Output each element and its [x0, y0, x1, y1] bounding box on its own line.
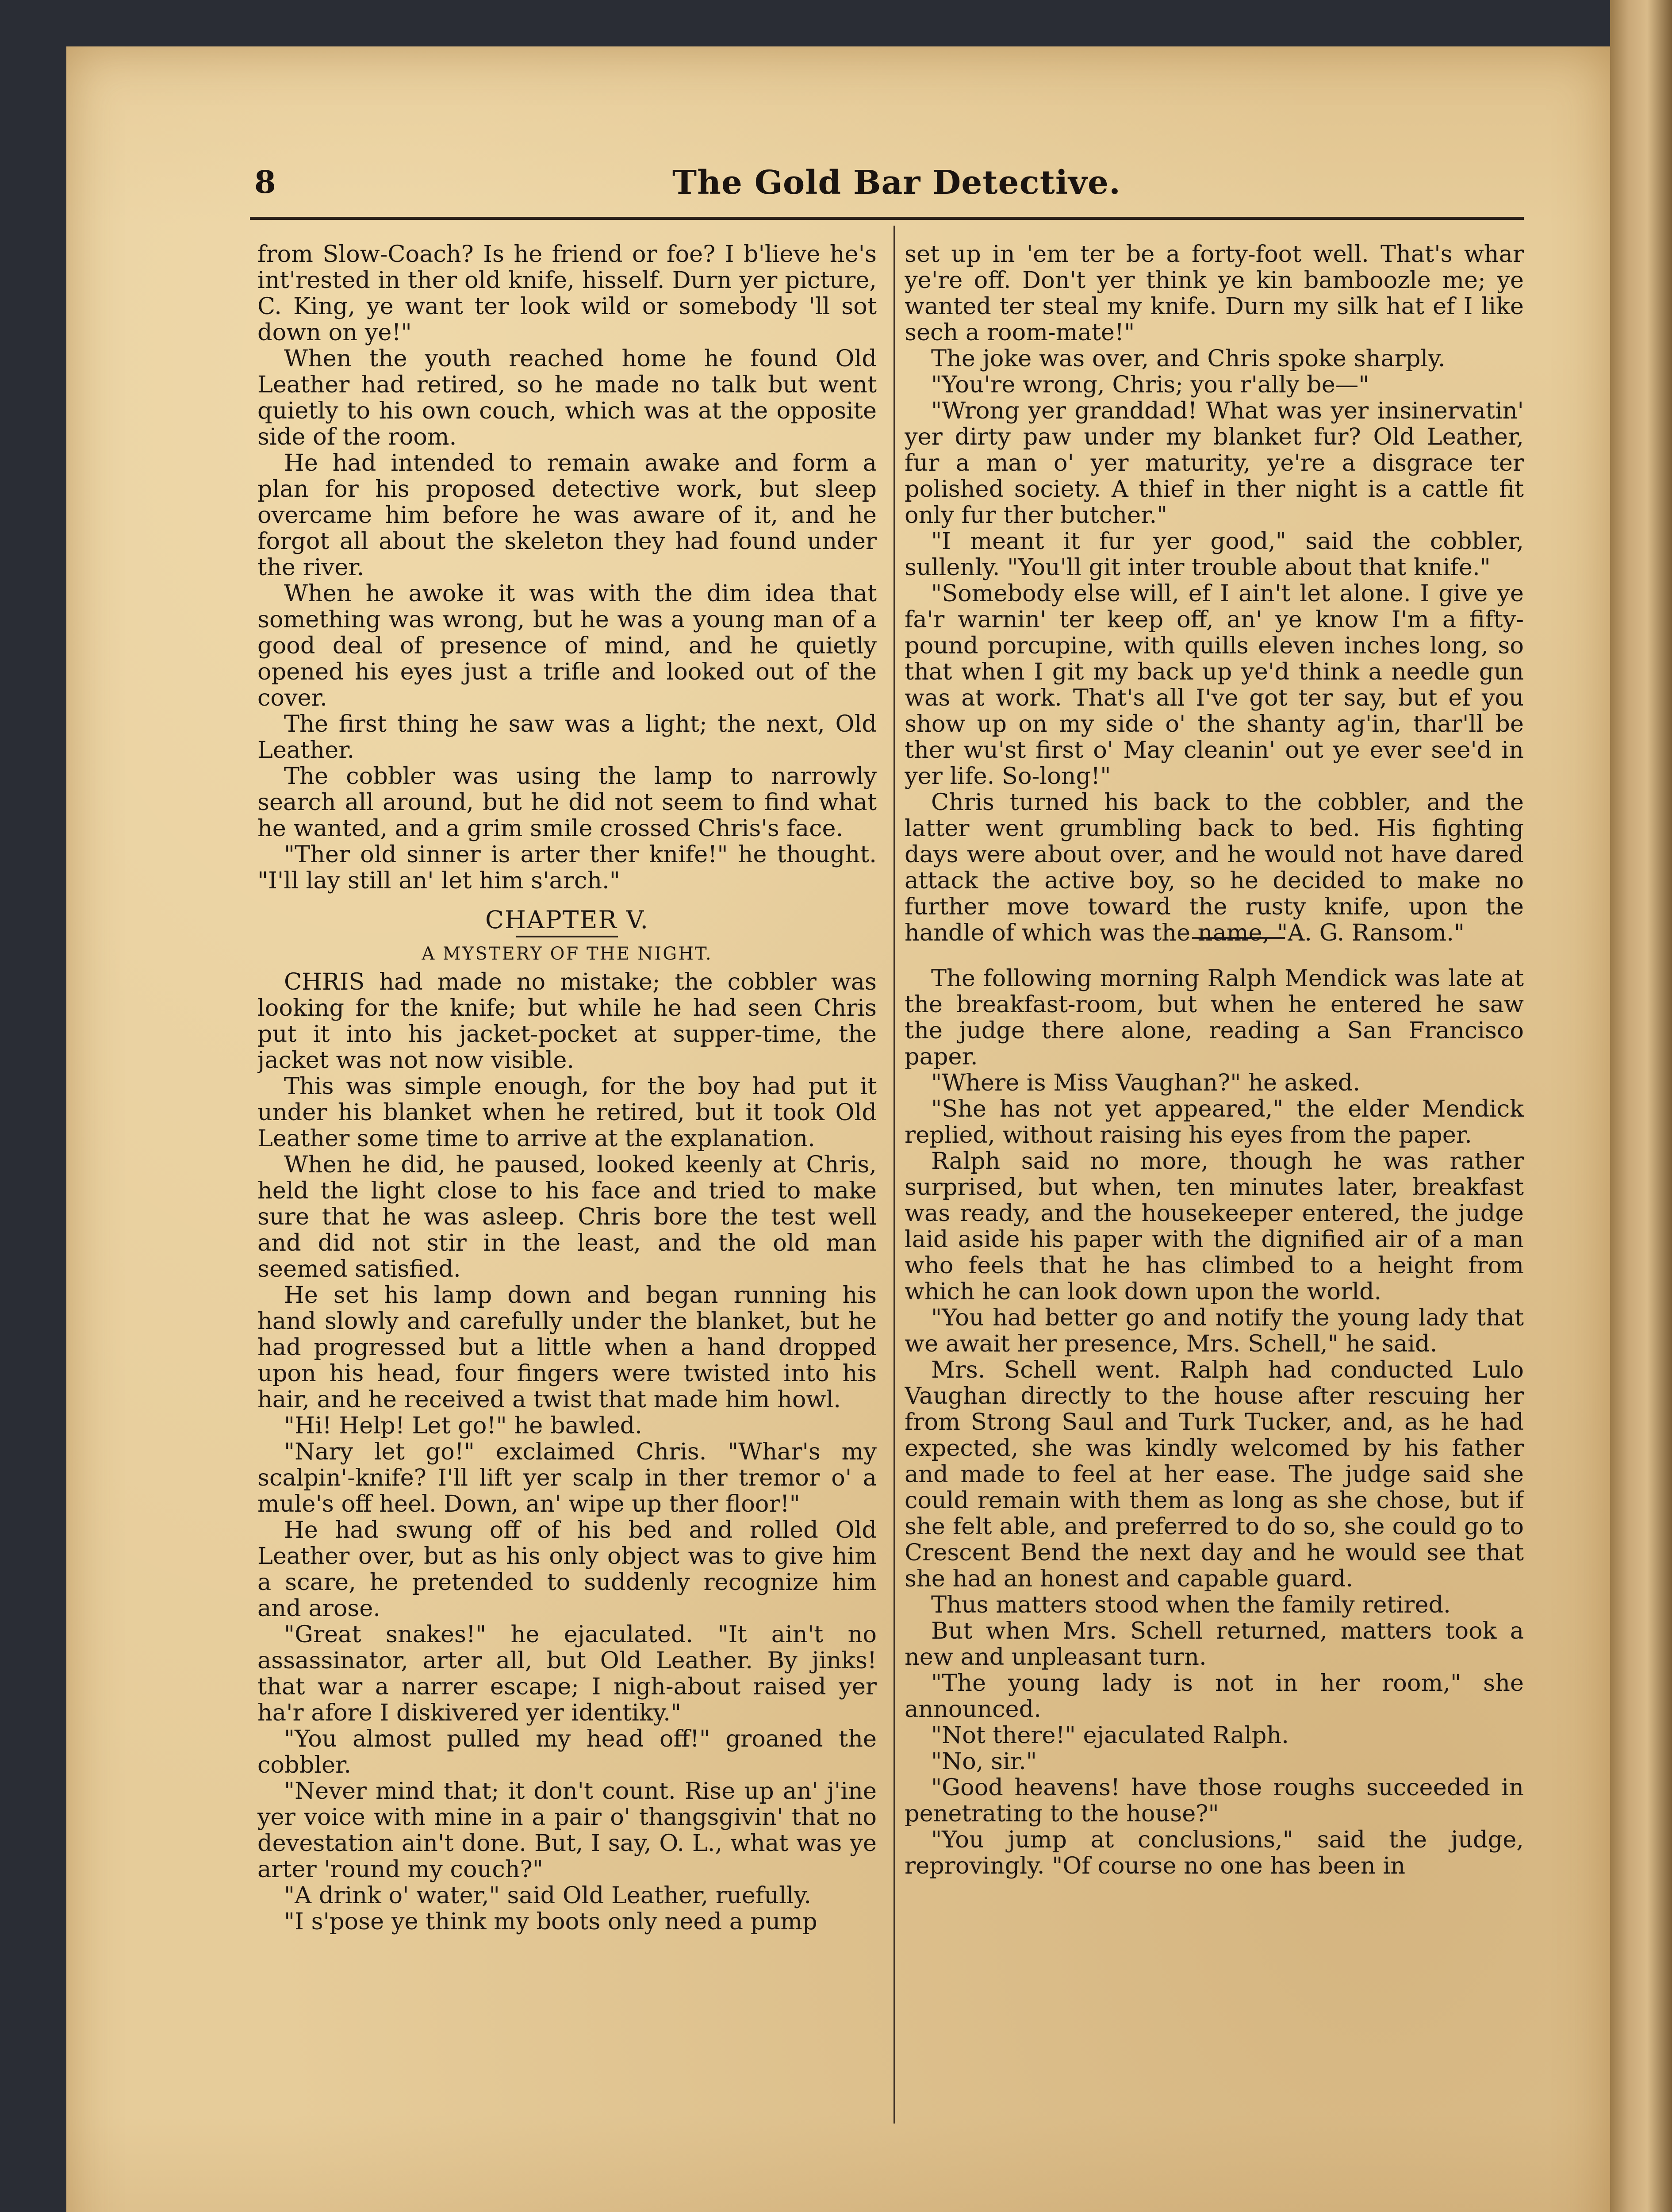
right-column	[905, 241, 1524, 2139]
paragraph: Chris turned his back to the cobbler, and the latter went grumbling back to bed. His fighting days were about over, and he would not have dared attack the active boy, so he decided to make no further move toward the rusty knife, upon the handle of which was the name, "A. G. Ransom."	[905, 789, 1524, 946]
paragraph: "Somebody else will, ef I ain't let alone. I give ye fa'r warnin' ter keep off, an' ye know I'm a fifty-pound porcupine, with quills eleven inches long, so that when I git my back up ye'd think a needle gun was at work. That's all I've got ter say, but ef you show up on my side o' the shanty ag'in, thar'll be ther wu'st first o' May cleanin' out ye ever see'd in yer life. So-long!"	[905, 580, 1524, 790]
paragraph: "A drink o' water," said Old Leather, ruefully.	[284, 1882, 812, 1909]
paragraph: Ralph said no more, though he was rather surprised, but when, ten minutes later, breakfast was ready, and the housekeeper entered, the judge laid aside his paper with the dignified air of a man who feels that he has climbed to a height from which he can look down upon the world.	[905, 1148, 1524, 1305]
paragraph: "I meant it fur yer good," said the cobbler, sullenly. "You'll git inter trouble about that knife."	[905, 528, 1524, 581]
paragraph: The cobbler was using the lamp to narrowly search all around, but he did not seem to find what he wanted, and a grim smile crossed Chris's face.	[257, 763, 877, 842]
paragraph: "You almost pulled my head off!" groaned the cobbler.	[257, 1725, 877, 1778]
paragraph: He had swung off of his bed and rolled Old Leather over, but as his only object was to give him a scare, he pretended to suddenly recognize him and arose.	[257, 1517, 877, 1622]
column-rule	[894, 226, 895, 2124]
paragraph: When he did, he paused, looked keenly at Chris, held the light close to his face and tried to make sure that he was asleep. Chris bore the test well and did not stir in the least, and the old man seemed satisfied.	[257, 1151, 877, 1283]
paragraph: "Great snakes!" he ejaculated. "It ain't no assassinator, arter all, but Old Leather. By jinks! that war a narrer escape; I nigh-about raised yer ha'r afore I diskivered yer identiky."	[257, 1621, 877, 1726]
paragraph: "Wrong yer granddad! What was yer insinervatin' yer dirty paw under my blanket fur? Old Leather, fur a man o' yer maturity, ye're a disgrace ter polished society. A thief in ther night is a cattle fit only fur ther butcher."	[905, 397, 1524, 529]
paragraph: This was simple enough, for the boy had put it under his blanket when he retired, but it took Old Leather some time to arrive at the explanation.	[257, 1073, 877, 1152]
paragraph: He had intended to remain awake and form a plan for his proposed detective work, but sleep overcame him before he was aware of it, and he forgot all about the skeleton they had found under the river.	[257, 449, 877, 581]
paragraph: When he awoke it was with the dim idea that something was wrong, but he was a young man of a good deal of presence of mind, and he quietly opened his eyes just a trifle and looked out of the cover.	[257, 580, 877, 711]
publication-title: The Gold Bar Detective.	[672, 164, 1121, 202]
paragraph: "I s'pose ye think my boots only need a pump	[284, 1908, 817, 1935]
paragraph: "You had better go and notify the young lady that we await her presence, Mrs. Schell," he said.	[905, 1304, 1524, 1357]
paragraph: "Never mind that; it don't count. Rise up an' j'ine yer voice with mine in a pair o' thangsgivin' that no devestation ain't done. But, I say, O. L., what was ye arter 'round my couch?"	[257, 1778, 877, 1883]
paragraph: The joke was over, and Chris spoke sharply.	[931, 345, 1446, 372]
paragraph: from Slow-Coach? Is he friend or foe? I b'lieve he's int'rested in ther old knife, hisself. Durn yer picture, C. King, ye want ter look wild or somebody 'll sot down on ye!"	[257, 241, 877, 346]
paragraph: "You jump at conclusions," said the judge, reprovingly. "Of course no one has been in	[905, 1826, 1524, 1879]
paragraph: Thus matters stood when the family retired.	[931, 1591, 1451, 1618]
page-number: 8	[254, 164, 276, 200]
paragraph: CHRIS had made no mistake; the cobbler was looking for the knife; but while he had seen Chris put it into his jacket-pocket at supper-time, the jacket was not now visible.	[257, 968, 877, 1074]
paragraph: The first thing he saw was a light; the next, Old Leather.	[257, 710, 877, 764]
left-column	[257, 241, 877, 2139]
paragraph: "The young lady is not in her room," she announced.	[905, 1670, 1524, 1723]
paragraph: "No, sir."	[931, 1748, 1037, 1775]
paragraph: "Nary let go!" exclaimed Chris. "Whar's my scalpin'-knife? I'll lift yer scalp in ther tremor o' a mule's off heel. Down, an' wipe up ther floor!"	[257, 1438, 877, 1517]
chapter-rule	[516, 936, 618, 937]
chapter-heading: CHAPTER V.	[485, 906, 649, 934]
page-header	[186, 164, 1513, 212]
paragraph: "Hi! Help! Let go!" he bawled.	[284, 1412, 642, 1439]
paragraph: When the youth reached home he found Old Leather had retired, so he made no talk but went quietly to his own couch, which was at the opposite side of the room.	[257, 345, 877, 450]
header-rule	[250, 217, 1524, 220]
paragraph: But when Mrs. Schell returned, matters took a new and unpleasant turn.	[905, 1617, 1524, 1671]
paragraph: "She has not yet appeared," the elder Mendick replied, without raising his eyes from the paper.	[905, 1095, 1524, 1148]
paragraph: He set his lamp down and began running his hand slowly and carefully under the blanket, but he had progressed but a little when a hand dropped upon his head, four fingers were twisted into his hair, and he received a twist that made him howl.	[257, 1282, 877, 1413]
paragraph: Mrs. Schell went. Ralph had conducted Lulo Vaughan directly to the house after rescuing her from Strong Saul and Turk Tucker, and, as he had expected, she was kindly welcomed by his father and made to feel at her ease. The judge said she could remain with them as long as she chose, but if she felt able, and preferred to do so, she could go to Crescent Bend the next day and he would see that she had an honest and capable guard.	[905, 1356, 1524, 1592]
paragraph: set up in 'em ter be a forty-foot well. That's whar ye're off. Don't yer think ye kin bamboozle me; ye wanted ter steal my knife. Durn my silk hat ef I like sech a room-mate!"	[905, 241, 1524, 346]
paragraph: The following morning Ralph Mendick was late at the breakfast-room, but when he entered he saw the judge there alone, reading a San Francisco paper.	[905, 965, 1524, 1070]
paragraph: "Ther old sinner is arter ther knife!" he thought. "I'll lay still an' let him s'arch."	[257, 841, 877, 894]
adjacent-page-edge	[1610, 0, 1672, 2212]
paragraph: "Not there!" ejaculated Ralph.	[931, 1722, 1289, 1749]
paragraph: "Good heavens! have those roughs succeeded in penetrating to the house?"	[905, 1774, 1524, 1827]
chapter-subtitle: A MYSTERY OF THE NIGHT.	[422, 944, 713, 964]
paragraph: "You're wrong, Chris; you r'ally be—"	[931, 371, 1369, 398]
paragraph: "Where is Miss Vaughan?" he asked.	[931, 1069, 1361, 1096]
